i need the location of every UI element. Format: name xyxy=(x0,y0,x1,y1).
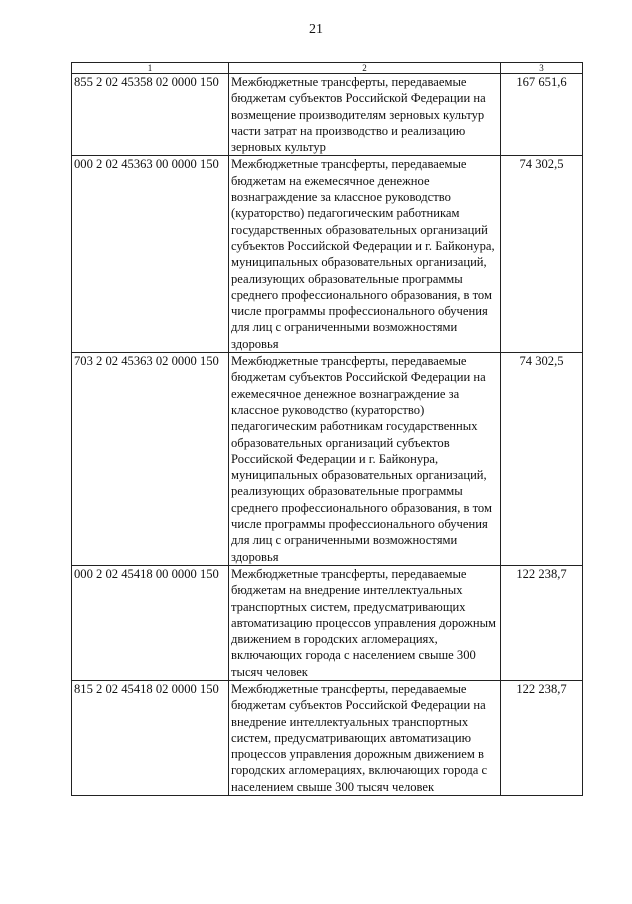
transfer-amount: 74 302,5 xyxy=(501,353,583,566)
budget-code: 000 2 02 45418 00 0000 150 xyxy=(72,565,229,680)
budget-table xyxy=(71,62,583,796)
transfer-description: Межбюджетные трансферты, передаваемые бюджетам на ежемесячное денежное вознаграждение за классное руководство (кураторство) педагогическим работникам государственных образовательных организаций субъектов Российской Федерации и г. Байконура, муниципальных образовательных организаций, реализующих образовательные программы среднего профессионального образования, в том числе программы профессионального обучения для лиц с ограниченными возможностями здоровья xyxy=(229,156,501,353)
table-row xyxy=(72,353,583,566)
transfer-description: Межбюджетные трансферты, передаваемые бюджетам субъектов Российской Федерации на внедрение интеллектуальных транспортных систем, предусматривающих автоматизацию процессов управления дорожным движением в городских агломерациях, включающих города с населением свыше 300 тысяч человек xyxy=(229,680,501,795)
table-row xyxy=(72,565,583,680)
table-header-row xyxy=(72,63,583,74)
transfer-description: Межбюджетные трансферты, передаваемые бюджетам субъектов Российской Федерации на возмещение производителям зерновых культур части затрат на производство и реализацию зерновых культур xyxy=(229,74,501,156)
column-header-code: 1 xyxy=(72,63,229,74)
transfer-amount: 167 651,6 xyxy=(501,74,583,156)
budget-code: 000 2 02 45363 00 0000 150 xyxy=(72,156,229,353)
budget-code: 703 2 02 45363 02 0000 150 xyxy=(72,353,229,566)
column-header-description: 2 xyxy=(229,63,501,74)
column-header-amount: 3 xyxy=(501,63,583,74)
budget-code: 855 2 02 45358 02 0000 150 xyxy=(72,74,229,156)
table-row xyxy=(72,74,583,156)
transfer-description: Межбюджетные трансферты, передаваемые бюджетам на внедрение интеллектуальных транспортных систем, предусматривающих автоматизацию процессов управления дорожным движением в городских агломерациях, включающих города с населением свыше 300 тысяч человек xyxy=(229,565,501,680)
table-row xyxy=(72,680,583,795)
transfer-description: Межбюджетные трансферты, передаваемые бюджетам субъектов Российской Федерации на ежемесячное денежное вознаграждение за классное руководство (кураторство) педагогическим работникам государственных образовательных организаций субъектов Российской Федерации и г. Байконура, муниципальных образовательных организаций, реализующих образовательные программы среднего профессионального образования, в том числе программы профессионального обучения для лиц с ограниченными возможностями здоровья xyxy=(229,353,501,566)
transfer-amount: 122 238,7 xyxy=(501,565,583,680)
transfer-amount: 122 238,7 xyxy=(501,680,583,795)
budget-code: 815 2 02 45418 02 0000 150 xyxy=(72,680,229,795)
page-number: 21 xyxy=(309,22,323,37)
transfer-amount: 74 302,5 xyxy=(501,156,583,353)
table-row xyxy=(72,156,583,353)
